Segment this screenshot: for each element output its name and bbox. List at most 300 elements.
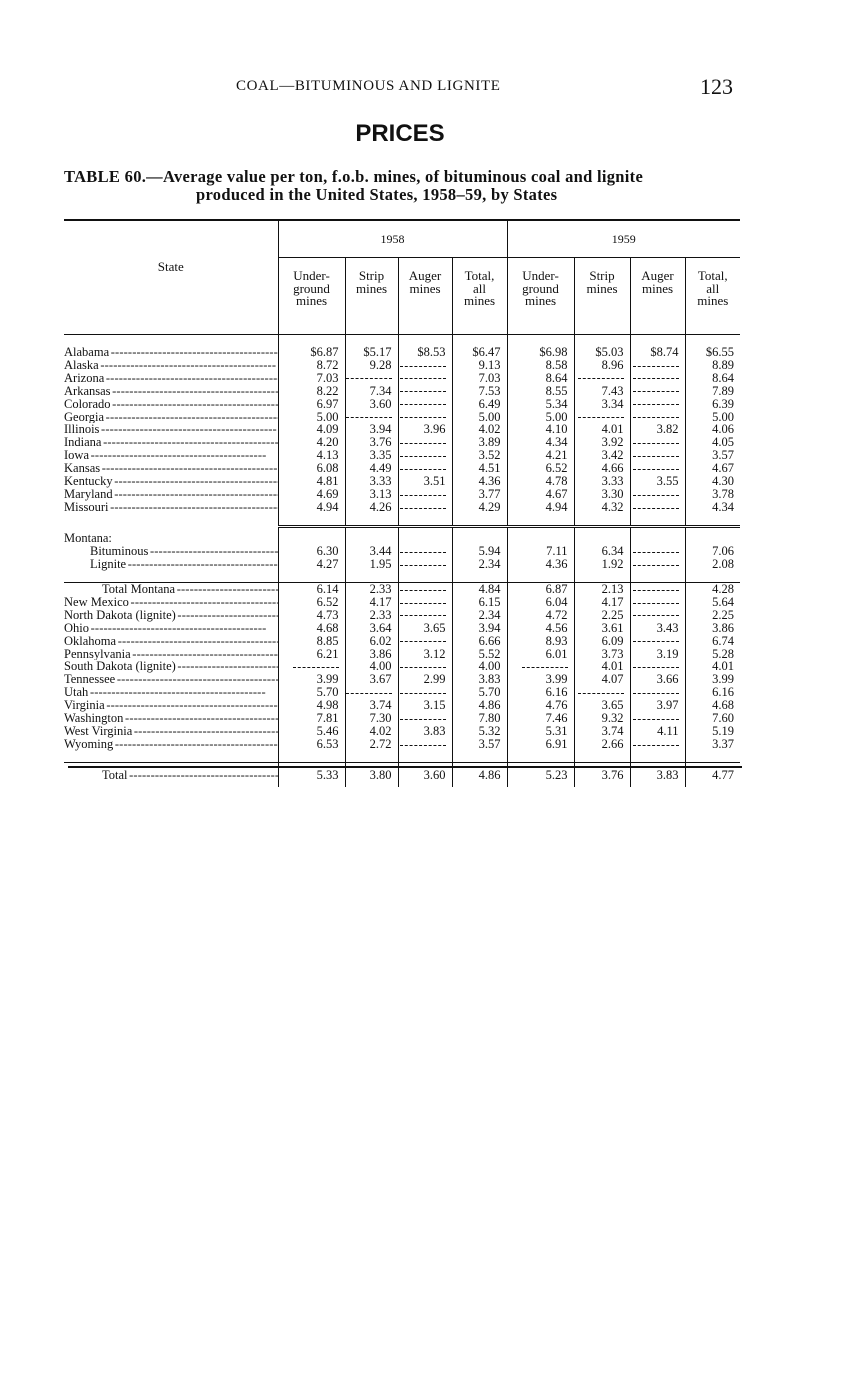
value-text: $8.53: [417, 345, 446, 359]
separator-cell: [452, 751, 507, 763]
value-cell: [452, 558, 507, 571]
value-cell: [398, 372, 452, 385]
column-header-line: mines: [355, 280, 388, 296]
empty-dash: [633, 719, 679, 720]
value-text: 3.44: [369, 544, 392, 559]
value-cell: [398, 346, 452, 359]
separator-cell: [345, 571, 398, 583]
value-text: 3.12: [423, 646, 446, 661]
value-text: 4.00: [369, 659, 392, 674]
value-cell: [507, 501, 574, 514]
state-cell: [64, 558, 278, 571]
empty-dash: [633, 366, 679, 367]
value-text: 4.05: [712, 435, 734, 450]
value-text: 4.07: [601, 672, 624, 687]
separator-cell: [64, 571, 278, 583]
value-text: 3.74: [601, 723, 624, 738]
state-cell: [64, 423, 278, 436]
state-name: Bituminous - - -: [90, 545, 278, 558]
separator-cell: [630, 526, 685, 545]
value-cell: [345, 583, 398, 596]
state-cell: [64, 609, 278, 622]
value-text: 4.56: [545, 620, 568, 635]
empty-dash: [400, 378, 446, 379]
value-text: 4.27: [316, 557, 339, 572]
separator-cell: [345, 751, 398, 763]
value-text: 3.13: [369, 486, 392, 501]
empty-dash: [633, 495, 679, 496]
value-text: 2.33: [369, 607, 392, 622]
value-text: 5.64: [712, 594, 734, 609]
empty-dash: [400, 693, 446, 694]
value-cell: [398, 622, 452, 635]
value-text: 3.76: [369, 435, 392, 450]
value-text: 3.61: [601, 620, 624, 635]
separator-cell: [685, 514, 740, 527]
state-cell: [64, 385, 278, 398]
value-cell: [345, 558, 398, 571]
value-text: 8.55: [545, 383, 568, 398]
value-text: 4.94: [545, 499, 568, 514]
column-header-line: ground: [522, 280, 559, 296]
value-text: 7.43: [601, 383, 624, 398]
state-name: Tennessee - - -: [64, 673, 278, 686]
value-text: 4.01: [601, 422, 624, 437]
value-text: 8.64: [712, 370, 734, 385]
empty-dash: [633, 603, 679, 604]
value-cell: [452, 583, 507, 596]
state-name: Pennsylvania - - -: [64, 648, 278, 661]
value-text: 4.11: [657, 723, 679, 738]
value-cell: [630, 423, 685, 436]
value-text: 3.42: [601, 448, 624, 463]
value-text: 6.87: [545, 582, 568, 596]
value-text: 8.72: [316, 357, 339, 372]
value-text: 4.36: [545, 557, 568, 572]
table-row: [64, 462, 740, 475]
value-cell: [398, 385, 452, 398]
value-text: 3.33: [369, 474, 392, 489]
column-header-line: Auger: [408, 268, 442, 283]
value-cell: [685, 583, 740, 596]
value-text: 2.34: [478, 557, 501, 572]
value-cell: [278, 558, 345, 571]
value-text: 5.19: [712, 723, 734, 738]
state-name: Total Montana - - -: [102, 583, 278, 596]
empty-dash: [633, 469, 679, 470]
value-text: 8.96: [601, 357, 624, 372]
empty-dash: [400, 508, 446, 509]
value-cell: [630, 545, 685, 558]
table-row: [64, 699, 740, 712]
empty-dash: [633, 745, 679, 746]
state-name: Lignite - - -: [90, 558, 278, 571]
column-header-line: all: [706, 280, 720, 296]
state-cell: [64, 725, 278, 738]
empty-dash: [400, 391, 446, 392]
value-text: 6.49: [478, 396, 501, 411]
value-text: 6.74: [712, 633, 734, 648]
value-text: 4.51: [478, 461, 501, 476]
value-text: $6.87: [310, 345, 339, 359]
value-text: 2.13: [601, 582, 624, 596]
value-cell: [574, 738, 630, 751]
value-text: 4.02: [478, 422, 501, 437]
state-name: Maryland - - -: [64, 488, 278, 501]
value-text: 3.15: [423, 698, 446, 713]
empty-dash: [633, 443, 679, 444]
value-cell: [630, 385, 685, 398]
empty-dash: [400, 469, 446, 470]
value-text: 3.94: [369, 422, 392, 437]
empty-dash: [400, 495, 446, 496]
state-name: Wyoming - - -: [64, 738, 278, 751]
value-text: 4.67: [712, 461, 734, 476]
value-cell: [630, 725, 685, 738]
value-text: 3.92: [601, 435, 624, 450]
value-text: 6.21: [316, 646, 339, 661]
table-row: [64, 648, 740, 661]
table-row: [64, 475, 740, 488]
value-cell: [630, 622, 685, 635]
value-cell: [507, 648, 574, 661]
value-text: 3.55: [656, 474, 679, 489]
value-cell: [574, 673, 630, 686]
value-cell: [398, 558, 452, 571]
value-text: 4.98: [316, 698, 339, 713]
value-text: 9.28: [369, 357, 392, 372]
running-head: COAL—BITUMINOUS AND LIGNITE: [236, 78, 501, 94]
state-cell: [64, 712, 278, 725]
value-cell: [398, 699, 452, 712]
value-cell: [630, 501, 685, 514]
empty-dash: [400, 443, 446, 444]
value-text: 6.97: [316, 396, 339, 411]
state-name: Ohio - - -: [64, 622, 265, 635]
page-number: 123: [700, 74, 733, 99]
column-header: [278, 258, 345, 335]
state-name: Alabama - - -: [64, 346, 278, 359]
column-header: [398, 258, 452, 335]
table-row: [64, 583, 740, 596]
value-text: 4.28: [712, 582, 734, 596]
column-header: [345, 258, 398, 335]
state-cell: [64, 449, 278, 462]
separator-cell: [64, 335, 278, 347]
value-cell: [398, 673, 452, 686]
value-text: $6.47: [472, 345, 501, 359]
state-cell: [64, 359, 278, 372]
separator-cell: [278, 514, 345, 527]
table-caption: [64, 168, 744, 204]
value-text: 6.02: [369, 633, 392, 648]
value-cell: [398, 423, 452, 436]
empty-dash: [633, 456, 679, 457]
empty-dash: [400, 667, 446, 668]
separator-cell: [64, 514, 278, 527]
value-text: 3.99: [712, 672, 734, 687]
value-cell: [630, 398, 685, 411]
value-text: 4.86: [478, 767, 501, 782]
value-cell: [630, 359, 685, 372]
value-text: 8.85: [316, 633, 339, 648]
value-text: 2.08: [712, 557, 734, 572]
value-text: $5.17: [363, 345, 392, 359]
empty-dash: [400, 366, 446, 367]
value-text: 4.13: [316, 448, 339, 463]
table-row: [64, 622, 740, 635]
year-header-1959: 1959: [507, 221, 740, 258]
value-text: 7.81: [316, 711, 339, 726]
state-cell: [64, 635, 278, 648]
column-header-line: Total,: [697, 268, 728, 283]
empty-dash: [578, 378, 624, 379]
table-row: [64, 712, 740, 725]
value-text: 4.76: [545, 698, 568, 713]
value-text: 3.57: [478, 736, 501, 751]
state-cell: [64, 372, 278, 385]
column-header-line: Strip: [358, 268, 385, 283]
value-text: 4.68: [316, 620, 339, 635]
state-name: Kentucky - - -: [64, 475, 278, 488]
value-text: 7.30: [369, 711, 392, 726]
separator-cell: [574, 751, 630, 763]
table-row: [64, 686, 740, 699]
value-cell: [345, 501, 398, 514]
value-text: 3.65: [423, 620, 446, 635]
table-row: [64, 738, 740, 751]
separator-cell: [685, 571, 740, 583]
value-text: 4.17: [601, 594, 624, 609]
empty-dash: [578, 417, 624, 418]
separator-cell: [345, 514, 398, 527]
value-text: 4.86: [478, 698, 501, 713]
table-row: [64, 545, 740, 558]
value-cell: [398, 398, 452, 411]
column-header: [452, 258, 507, 335]
state-name: Alaska - - -: [64, 359, 275, 372]
separator-cell: [685, 526, 740, 545]
empty-dash: [633, 615, 679, 616]
value-text: 7.03: [316, 370, 339, 385]
separator-cell: [345, 526, 398, 545]
value-cell: [630, 648, 685, 661]
value-cell: [630, 558, 685, 571]
value-text: 3.30: [601, 486, 624, 501]
value-text: 4.94: [316, 499, 339, 514]
separator-cell: [278, 571, 345, 583]
value-text: 6.91: [545, 736, 568, 751]
state-name: Georgia - - -: [64, 411, 278, 424]
value-text: 3.82: [656, 422, 679, 437]
value-text: 4.21: [545, 448, 568, 463]
column-header-line: mines: [463, 293, 496, 308]
state-cell: [64, 583, 278, 596]
state-name: North Dakota (lignite) - - -: [64, 609, 278, 622]
value-text: 4.36: [478, 474, 501, 489]
state-name: Iowa - - -: [64, 449, 265, 462]
value-text: 6.52: [545, 461, 568, 476]
value-text: 3.78: [712, 486, 734, 501]
value-text: 6.16: [712, 685, 734, 700]
value-text: 6.14: [316, 582, 339, 596]
value-text: 3.66: [656, 672, 679, 687]
separator-cell: [685, 751, 740, 763]
value-cell: [630, 488, 685, 501]
value-cell: [630, 738, 685, 751]
column-header-line: mines: [697, 293, 729, 308]
state-cell: [64, 622, 278, 635]
value-text: 3.76: [601, 767, 624, 782]
empty-dash: [400, 603, 446, 604]
value-cell: [398, 475, 452, 488]
value-text: 3.99: [545, 672, 568, 687]
empty-dash: [346, 378, 392, 379]
value-text: 3.43: [656, 620, 679, 635]
state-cell: [64, 436, 278, 449]
value-text: 1.95: [369, 557, 392, 572]
value-text: 5.46: [316, 723, 339, 738]
value-text: 6.15: [478, 594, 501, 609]
year-header-1958: 1958: [278, 221, 507, 258]
value-text: 5.70: [316, 685, 339, 700]
value-cell: [685, 558, 740, 571]
value-text: 3.64: [369, 620, 392, 635]
table-row: [64, 673, 740, 686]
value-text: 6.08: [316, 461, 339, 476]
table-row: [64, 359, 740, 372]
value-cell: [278, 648, 345, 661]
state-name: Utah - - -: [64, 686, 264, 699]
column-header: [507, 258, 574, 335]
empty-dash: [400, 719, 446, 720]
value-cell: [398, 545, 452, 558]
empty-dash: [400, 404, 446, 405]
empty-dash: [633, 391, 679, 392]
value-text: 5.00: [545, 409, 568, 424]
value-text: 9.32: [601, 711, 624, 726]
row-separator: [64, 751, 740, 763]
value-cell: [452, 738, 507, 751]
column-header: [574, 258, 630, 335]
table-row: [64, 449, 740, 462]
value-text: 4.06: [712, 422, 734, 437]
separator-cell: [574, 514, 630, 527]
empty-dash: [400, 552, 446, 553]
value-cell: [630, 673, 685, 686]
value-cell: [574, 583, 630, 596]
separator-cell: [398, 751, 452, 763]
value-text: 6.53: [316, 736, 339, 751]
column-header-line: mines: [586, 280, 618, 296]
state-cell: [64, 475, 278, 488]
value-text: 2.72: [369, 736, 392, 751]
value-text: 3.83: [423, 723, 446, 738]
empty-dash: [400, 745, 446, 746]
table-row: [64, 488, 740, 501]
value-text: 6.09: [601, 633, 624, 648]
separator-cell: [507, 751, 574, 763]
empty-dash: [633, 378, 679, 379]
state-cell: [64, 488, 278, 501]
montana-label-row: [64, 526, 740, 545]
value-cell: [574, 359, 630, 372]
value-text: 4.84: [478, 582, 501, 596]
value-text: 8.22: [316, 383, 339, 398]
value-cell: [345, 738, 398, 751]
value-text: 4.73: [316, 607, 339, 622]
value-text: 3.80: [369, 767, 392, 782]
value-text: 5.70: [478, 685, 501, 700]
value-text: 3.51: [423, 474, 446, 489]
value-cell: [630, 436, 685, 449]
value-text: 4.81: [316, 474, 339, 489]
empty-dash: [400, 417, 446, 418]
value-cell: [398, 738, 452, 751]
value-text: 2.34: [478, 607, 501, 622]
column-header-line: mines: [409, 280, 441, 296]
value-text: 4.77: [712, 767, 734, 782]
value-text: 4.09: [316, 422, 339, 437]
value-text: 3.37: [712, 736, 734, 751]
value-text: 8.93: [545, 633, 568, 648]
column-header-line: Under-: [293, 268, 330, 283]
value-text: 3.94: [478, 620, 501, 635]
value-text: $5.03: [595, 345, 624, 359]
empty-dash: [293, 667, 339, 668]
caption-line-1: TABLE 60.—Average value per ton, f.o.b. mines, of bituminous coal and lignite: [64, 167, 644, 186]
separator-cell: [278, 751, 345, 763]
value-text: 4.68: [712, 698, 734, 713]
table-row: [64, 596, 740, 609]
value-text: 7.89: [712, 383, 734, 398]
empty-dash: [633, 417, 679, 418]
value-text: 3.57: [712, 448, 734, 463]
empty-dash: [400, 565, 446, 566]
value-text: 3.60: [369, 396, 392, 411]
value-cell: [398, 596, 452, 609]
column-header-line: mines: [641, 280, 674, 296]
empty-dash: [633, 404, 679, 405]
value-text: 3.77: [478, 486, 501, 501]
value-cell: [398, 583, 452, 596]
value-text: 7.46: [545, 711, 568, 726]
value-text: 5.31: [545, 723, 568, 738]
value-text: 5.00: [712, 409, 734, 424]
value-cell: [398, 648, 452, 661]
value-text: 4.78: [545, 474, 568, 489]
value-text: 3.99: [316, 672, 339, 687]
value-cell: [278, 738, 345, 751]
value-text: 4.01: [601, 659, 624, 674]
column-header: [630, 258, 685, 335]
value-text: 3.83: [478, 672, 501, 687]
separator-cell: [574, 526, 630, 545]
table-row: [64, 372, 740, 385]
state-name: Colorado - - -: [64, 398, 278, 411]
value-text: 7.06: [712, 544, 734, 559]
row-separator: [64, 571, 740, 583]
value-text: 5.34: [545, 396, 568, 411]
empty-dash: [633, 667, 679, 668]
value-text: 3.35: [369, 448, 392, 463]
state-name: New Mexico - - -: [64, 596, 278, 609]
value-text: 6.34: [601, 544, 624, 559]
value-text: 5.28: [712, 646, 734, 661]
column-header-line: Strip: [589, 268, 615, 283]
empty-dash: [633, 590, 679, 591]
value-text: 6.01: [545, 646, 568, 661]
